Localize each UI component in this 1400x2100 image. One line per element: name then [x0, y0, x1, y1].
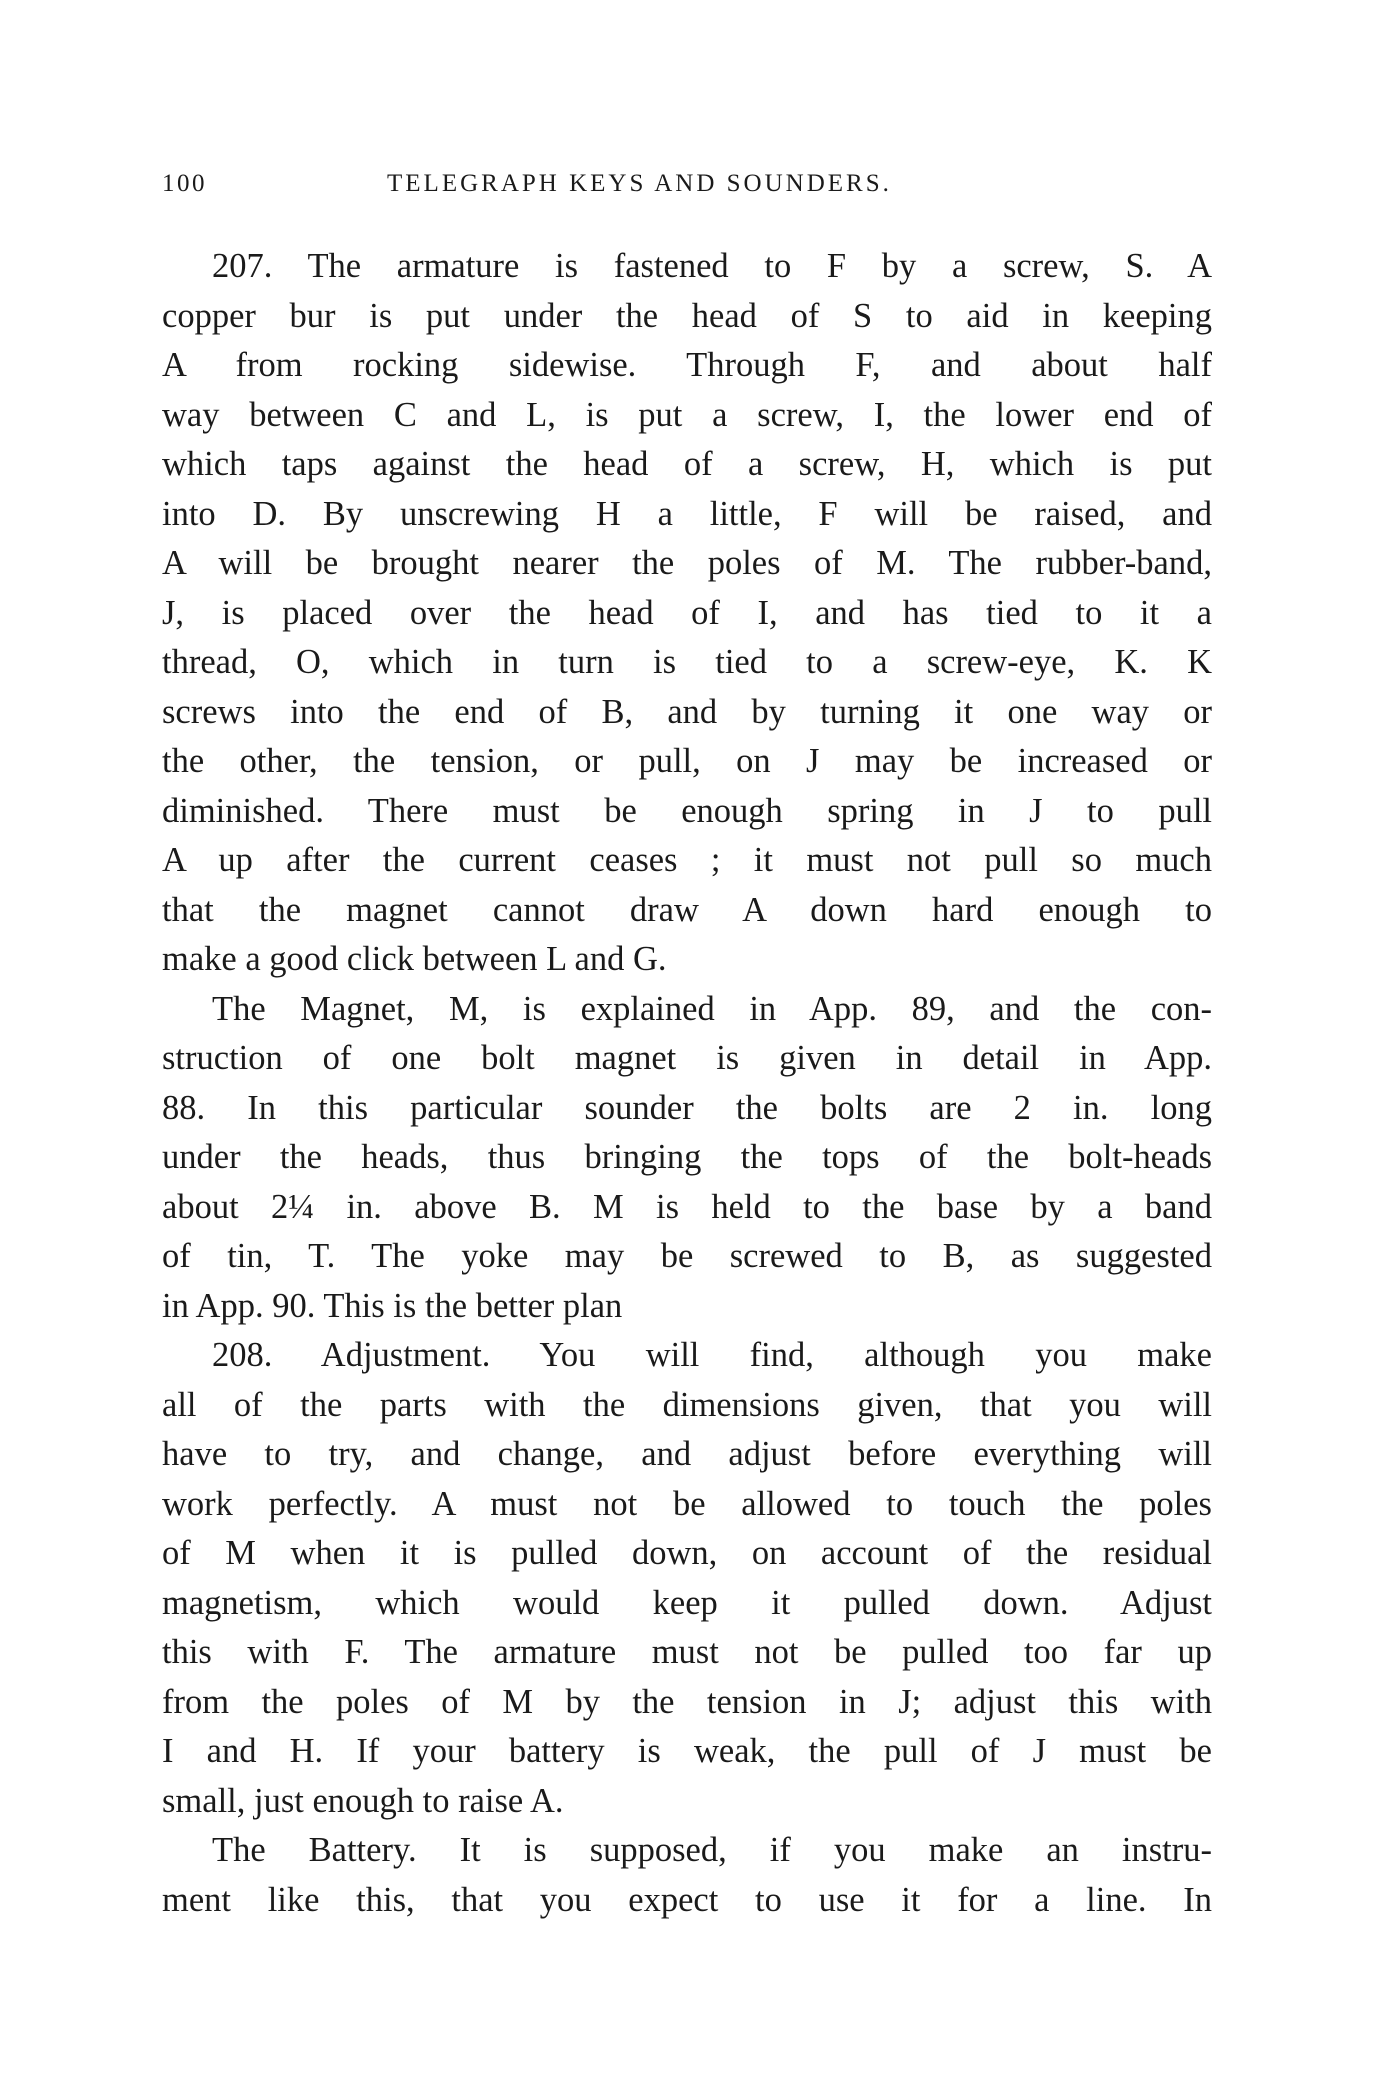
text-line: of tin, T. The yoke may be screwed to B, as suggested [162, 1237, 1212, 1275]
text-line: A will be brought nearer the poles of M. The rubber-band, [162, 544, 1212, 582]
text-line: 88. In this particular sounder the bolts are 2 in. long [162, 1088, 1212, 1127]
text-line: the other, the tension, or pull, on J may be increased or [162, 742, 1212, 780]
text-line: screws into the end of B, and by turning it one way or [162, 692, 1212, 731]
text-line: under the heads, thus bringing the tops of the bolt-heads [162, 1138, 1212, 1176]
text-line: into D. By unscrewing H a little, F will be raised, and [162, 494, 1212, 533]
text-line: in App. 90. This is the better plan [162, 1286, 623, 1325]
text-line: 208. Adjustment. You will find, although you make [212, 1336, 1212, 1374]
text-line: ment like this, that you expect to use it for a line. In [162, 1880, 1212, 1919]
text-line: make a good click between L and G. [162, 940, 667, 978]
text-line: work perfectly. A must not be allowed to touch the poles [162, 1484, 1212, 1523]
text-line: small, just enough to raise A. [162, 1781, 564, 1820]
text-line: this with F. The armature must not be pulled too far up [162, 1633, 1212, 1671]
text-line: J, is placed over the head of I, and has tied to it a [162, 593, 1212, 632]
paragraph-magnet [162, 985, 1212, 1332]
page-header [162, 170, 1222, 210]
text-line: The Battery. It is supposed, if you make an instru- [212, 1831, 1212, 1869]
running-head: TELEGRAPH KEYS AND SOUNDERS. [387, 170, 892, 197]
body-text [162, 242, 1212, 1925]
paragraph-207 [162, 242, 1212, 985]
paragraph-208 [162, 1331, 1212, 1826]
text-line: I and H. If your battery is weak, the pull of J must be [162, 1732, 1212, 1770]
text-line: magnetism, which would keep it pulled down. Adjust [162, 1583, 1212, 1622]
text-line: have to try, and change, and adjust before everything will [162, 1435, 1212, 1473]
text-line: about 2¼ in. above B. M is held to the base by a band [162, 1187, 1212, 1226]
text-line: 207. The armature is fastened to F by a screw, S. A [212, 247, 1212, 285]
text-line: A from rocking sidewise. Through F, and about half [162, 346, 1212, 384]
text-line: way between C and L, is put a screw, I, the lower end of [162, 395, 1212, 434]
page-number: 100 [162, 170, 207, 197]
text-line: The Magnet, M, is explained in App. 89, and the con- [212, 989, 1212, 1028]
text-line: that the magnet cannot draw A down hard enough to [162, 890, 1212, 929]
text-line: diminished. There must be enough spring in J to pull [162, 791, 1212, 830]
text-line: from the poles of M by the tension in J; adjust this with [162, 1682, 1212, 1721]
text-line: which taps against the head of a screw, H, which is put [162, 445, 1212, 483]
text-line: A up after the current ceases ; it must not pull so much [162, 841, 1212, 879]
text-line: copper bur is put under the head of S to aid in keeping [162, 296, 1212, 335]
text-line: thread, O, which in turn is tied to a screw-eye, K. K [162, 643, 1212, 681]
text-line: of M when it is pulled down, on account of the residual [162, 1534, 1212, 1572]
text-line: struction of one bolt magnet is given in detail in App. [162, 1039, 1212, 1077]
text-line: all of the parts with the dimensions given, that you will [162, 1385, 1212, 1424]
paragraph-battery [162, 1826, 1212, 1925]
